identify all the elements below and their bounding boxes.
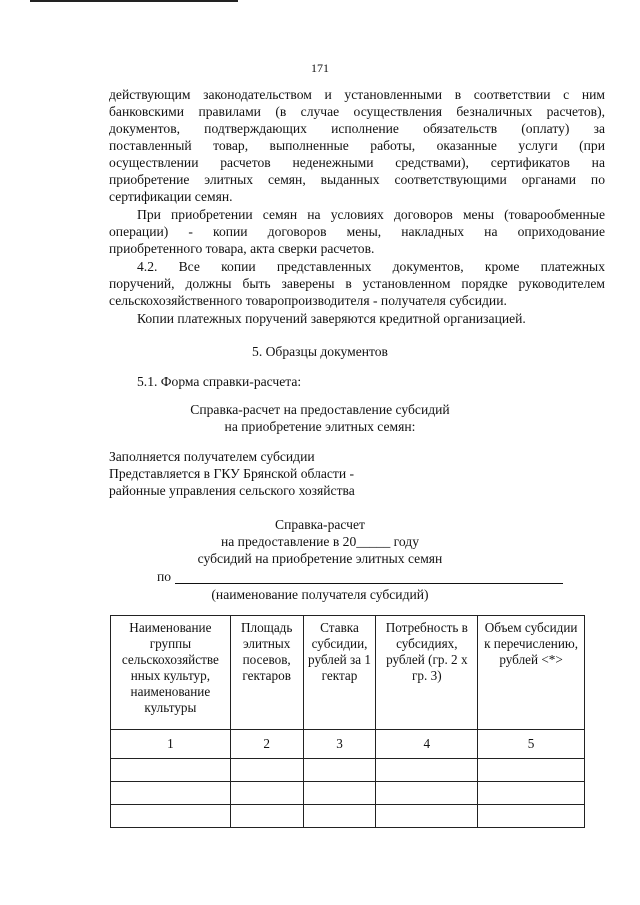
certificate-year-line: на предоставление в 20_____ году (220, 534, 420, 549)
certificate-title: Справка-расчет (275, 517, 365, 532)
text-line: сельскохозяйственного товаропроизводителя - получателя субсидии. (109, 293, 507, 308)
section-title: 5. Образцы документов (252, 344, 388, 359)
text-line: операции) - копии договоров мены, накладных на оприходование (109, 224, 605, 239)
text-line: Копии платежных поручений заверяются кредитной организацией. (137, 311, 526, 326)
fill-note-line: Заполняется получателем субсидии (109, 449, 315, 464)
calculation-table (110, 615, 585, 828)
text-line: банковскими правилами (в случае осуществления безналичных расчетов), (109, 104, 605, 119)
header-cell: Площадь элитных посевов, гектаров (230, 616, 303, 730)
text-line: действующим законодательством и установленными в соответствии с ним (109, 87, 605, 102)
page-number: 171 (311, 61, 329, 75)
table-cell[interactable] (376, 805, 478, 828)
column-number: 5 (478, 730, 585, 759)
header-cell: Ставка субсидии, рублей за 1 гектар (303, 616, 376, 730)
paragraph-2 (109, 206, 605, 257)
text-line: документов, подтверждающих исполнение обязательств (оплату) за (109, 121, 605, 136)
form-title (0, 401, 640, 435)
table-cell[interactable] (478, 759, 585, 782)
table-cell[interactable] (111, 759, 231, 782)
certificate-subject-line: субсидий на приобретение элитных семян (197, 551, 443, 566)
paragraph-4 (109, 310, 605, 327)
table-row (111, 759, 585, 782)
fill-note (109, 448, 355, 499)
text-line: приобретенного товара, акта сверки расчетов. (109, 241, 375, 256)
text-line: 4.2. Все копии представленных документов, кроме платежных (137, 259, 605, 274)
table-cell[interactable] (111, 805, 231, 828)
top-rule (30, 0, 238, 2)
text-line: приобретение элитных семян, выданных соответствующими органами по (109, 172, 605, 187)
text-line: сертификации семян. (109, 189, 233, 204)
table-cell[interactable] (230, 782, 303, 805)
text-line: осуществлении расчетов неденежными средствами), сертификатов на (109, 155, 605, 170)
table-cell[interactable] (111, 782, 231, 805)
text-line: При приобретении семян на условиях договоров мены (товарообменные (137, 207, 605, 222)
paragraph-3 (109, 258, 605, 309)
table-cell[interactable] (230, 805, 303, 828)
table-cell[interactable] (230, 759, 303, 782)
column-number: 1 (111, 730, 231, 759)
table-cell[interactable] (478, 805, 585, 828)
fill-note-line: районные управления сельского хозяйства (109, 483, 355, 498)
column-number: 3 (303, 730, 376, 759)
header-cell: Наименование группы сельскохозяйстве нных культур, наименование культуры (111, 616, 231, 730)
column-number: 4 (376, 730, 478, 759)
table-cell[interactable] (303, 805, 376, 828)
form-title-line: Справка-расчет на предоставление субсидий (190, 402, 450, 417)
table-row (111, 782, 585, 805)
recipient-blank-line (175, 583, 563, 584)
table-number-row (111, 730, 585, 759)
text-line: поручений, должны быть заверены в установленном порядке руководителем (109, 276, 605, 291)
header-cell: Потребность в субсидиях, рублей (гр. 2 х гр. 3) (376, 616, 478, 730)
table-cell[interactable] (376, 782, 478, 805)
table-cell[interactable] (303, 759, 376, 782)
table-cell[interactable] (303, 782, 376, 805)
recipient-caption: (наименование получателя субсидий) (211, 587, 429, 602)
recipient-label: по (157, 569, 172, 584)
table-cell[interactable] (376, 759, 478, 782)
column-number: 2 (230, 730, 303, 759)
table-cell[interactable] (478, 782, 585, 805)
text-line: поставленный товар, выполненные работы, оказанные услуги (при (109, 138, 605, 153)
form-title-line: на приобретение элитных семян: (224, 419, 416, 434)
table-header-row (111, 616, 585, 730)
table-row (111, 805, 585, 828)
fill-note-line: Представляется в ГКУ Брянской области - (109, 466, 355, 481)
paragraph-1 (109, 86, 605, 205)
subsection-heading: 5.1. Форма справки-расчета: (137, 374, 302, 389)
header-cell: Объем субсидии к перечислению, рублей <*> (478, 616, 585, 730)
